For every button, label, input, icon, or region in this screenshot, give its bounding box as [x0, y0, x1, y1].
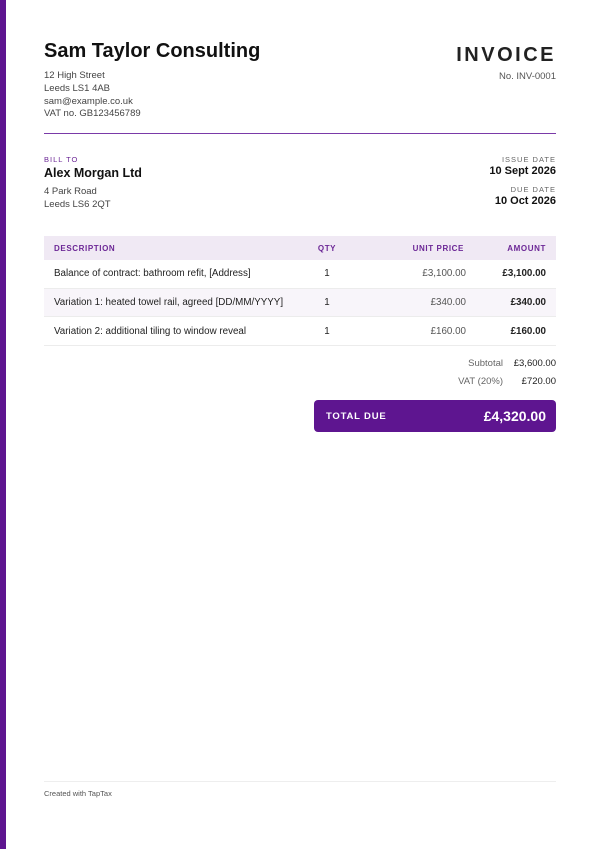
- header-unit-price: UNIT PRICE: [412, 243, 464, 253]
- header-amount: AMOUNT: [507, 243, 546, 253]
- row-amount: £3,100.00: [502, 268, 546, 280]
- company-address: [44, 70, 141, 121]
- client-address-line2: Leeds LS6 2QT: [44, 198, 111, 210]
- row-unit-price: £340.00: [430, 297, 466, 309]
- total-due-label: TOTAL DUE: [326, 410, 387, 422]
- vat-value: £720.00: [521, 376, 556, 387]
- row-amount: £160.00: [510, 325, 546, 337]
- row-qty: 1: [324, 268, 330, 280]
- row-qty: 1: [324, 297, 330, 309]
- company-address-line1: 12 High Street: [44, 70, 105, 81]
- row-qty: 1: [324, 325, 330, 337]
- header-description: DESCRIPTION: [54, 243, 116, 253]
- company-vat-number: VAT no. GB123456789: [44, 108, 141, 120]
- invoice-title: INVOICE: [456, 44, 556, 66]
- company-address-line2: Leeds LS1 4AB: [44, 82, 111, 94]
- row-description: Balance of contract: bathroom refit, [Address]: [54, 268, 251, 280]
- client-address-line1: 4 Park Road: [44, 186, 97, 197]
- subtotal-label: Subtotal: [468, 358, 503, 369]
- footer-divider: [44, 781, 556, 782]
- footer-credit: Created with TapTax: [44, 789, 112, 798]
- table-header: [44, 236, 556, 260]
- row-amount: £340.00: [510, 297, 546, 309]
- header-divider: [44, 133, 556, 134]
- issue-date-label: ISSUE DATE: [501, 155, 556, 164]
- subtotal-value: £3,600.00: [513, 358, 556, 369]
- invoice-number: No. INV-0001: [498, 71, 556, 82]
- row-description: Variation 2: additional tiling to window reveal: [54, 325, 247, 337]
- row-unit-price: £160.00: [430, 325, 466, 337]
- company-name: Sam Taylor Consulting: [44, 40, 261, 62]
- issue-date: 10 Sept 2026: [489, 165, 556, 177]
- line-items-table: [44, 236, 556, 346]
- due-date-label: DUE DATE: [510, 185, 556, 194]
- company-email: sam@example.co.uk: [44, 95, 133, 107]
- vat-label: VAT (20%): [458, 376, 503, 387]
- due-date: 10 Oct 2026: [494, 195, 556, 207]
- row-description: Variation 1: heated towel rail, agreed [DD/MM/YYYY]: [54, 297, 284, 309]
- total-due-box: [314, 400, 556, 432]
- table-row: [44, 317, 556, 346]
- table-row: [44, 260, 556, 289]
- bill-to-label: BILL TO: [44, 155, 79, 164]
- accent-side-bar: [0, 0, 6, 849]
- client-name: Alex Morgan Ltd: [44, 166, 142, 180]
- client-address: [44, 186, 111, 212]
- table-row: [44, 289, 556, 318]
- header-qty: QTY: [317, 243, 337, 253]
- total-due-value: £4,320.00: [483, 408, 546, 424]
- row-unit-price: £3,100.00: [422, 268, 466, 280]
